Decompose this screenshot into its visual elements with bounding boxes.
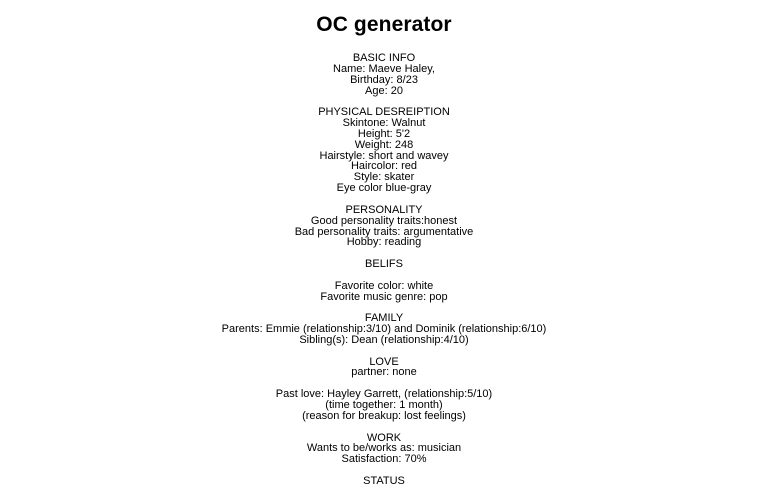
detail-line: Past love: Hayley Garrett, (relationship:5/10) <box>275 388 493 401</box>
section-work <box>0 433 768 466</box>
detail-line: Satisfaction: 70% <box>341 453 427 466</box>
detail-line: Hobby: reading <box>346 236 422 249</box>
section-heading-personality: PERSONALITY <box>345 203 423 216</box>
detail-line: Height: 5'2 <box>357 127 411 140</box>
section-status <box>0 476 768 487</box>
page-title: OC generator <box>316 13 452 36</box>
detail-line: Style: skater <box>353 171 415 184</box>
section-gap <box>0 422 768 433</box>
detail-line: Hairstyle: short and wavey <box>319 149 449 162</box>
detail-line: Sibling(s): Dean (relationship:4/10) <box>299 333 469 346</box>
detail-line: Weight: 248 <box>354 138 414 151</box>
section-heading-work: WORK <box>366 431 402 444</box>
section-personality <box>0 205 768 248</box>
detail-line: Birthday: 8/23 <box>350 73 418 86</box>
detail-line: partner: none <box>351 366 417 379</box>
detail-line: Favorite color: white <box>334 279 434 292</box>
section-physical-description <box>0 107 768 194</box>
section-heading-status: STATUS <box>363 474 405 487</box>
detail-line: Favorite music genre: pop <box>320 290 448 303</box>
detail-line: Eye color blue-gray <box>336 182 432 195</box>
section-heading-love: LOVE <box>369 355 399 368</box>
section-belifs <box>0 259 768 302</box>
detail-line: (reason for breakup: lost feelings) <box>302 409 466 422</box>
detail-line: Name: Maeve Haley, <box>333 62 435 75</box>
character-sheet <box>0 53 768 487</box>
detail-line: Good personality traits:honest <box>310 214 458 227</box>
detail-line: Haircolor: red <box>350 160 418 173</box>
detail-line: Parents: Emmie (relationship:3/10) and Dominik (relationship:6/10) <box>221 323 547 336</box>
detail-line: Bad personality traits: argumentative <box>294 225 474 238</box>
detail-line: Skintone: Walnut <box>342 117 426 130</box>
section-heading-family: FAMILY <box>364 312 404 325</box>
section-basic-info <box>0 53 768 96</box>
section-heading-basic-info: BASIC INFO <box>352 52 416 64</box>
detail-line: Wants to be/works as: musician <box>306 442 462 455</box>
detail-line: (time together: 1 month) <box>325 399 443 411</box>
section-family <box>0 313 768 346</box>
section-heading-physical-description: PHYSICAL DESREIPTION <box>318 106 450 119</box>
detail-line: Age: 20 <box>365 84 403 97</box>
section-heading-belifs: BELIFS <box>365 258 403 271</box>
section-love <box>0 357 768 422</box>
section-gap <box>0 346 768 357</box>
title-spacer <box>0 37 768 53</box>
